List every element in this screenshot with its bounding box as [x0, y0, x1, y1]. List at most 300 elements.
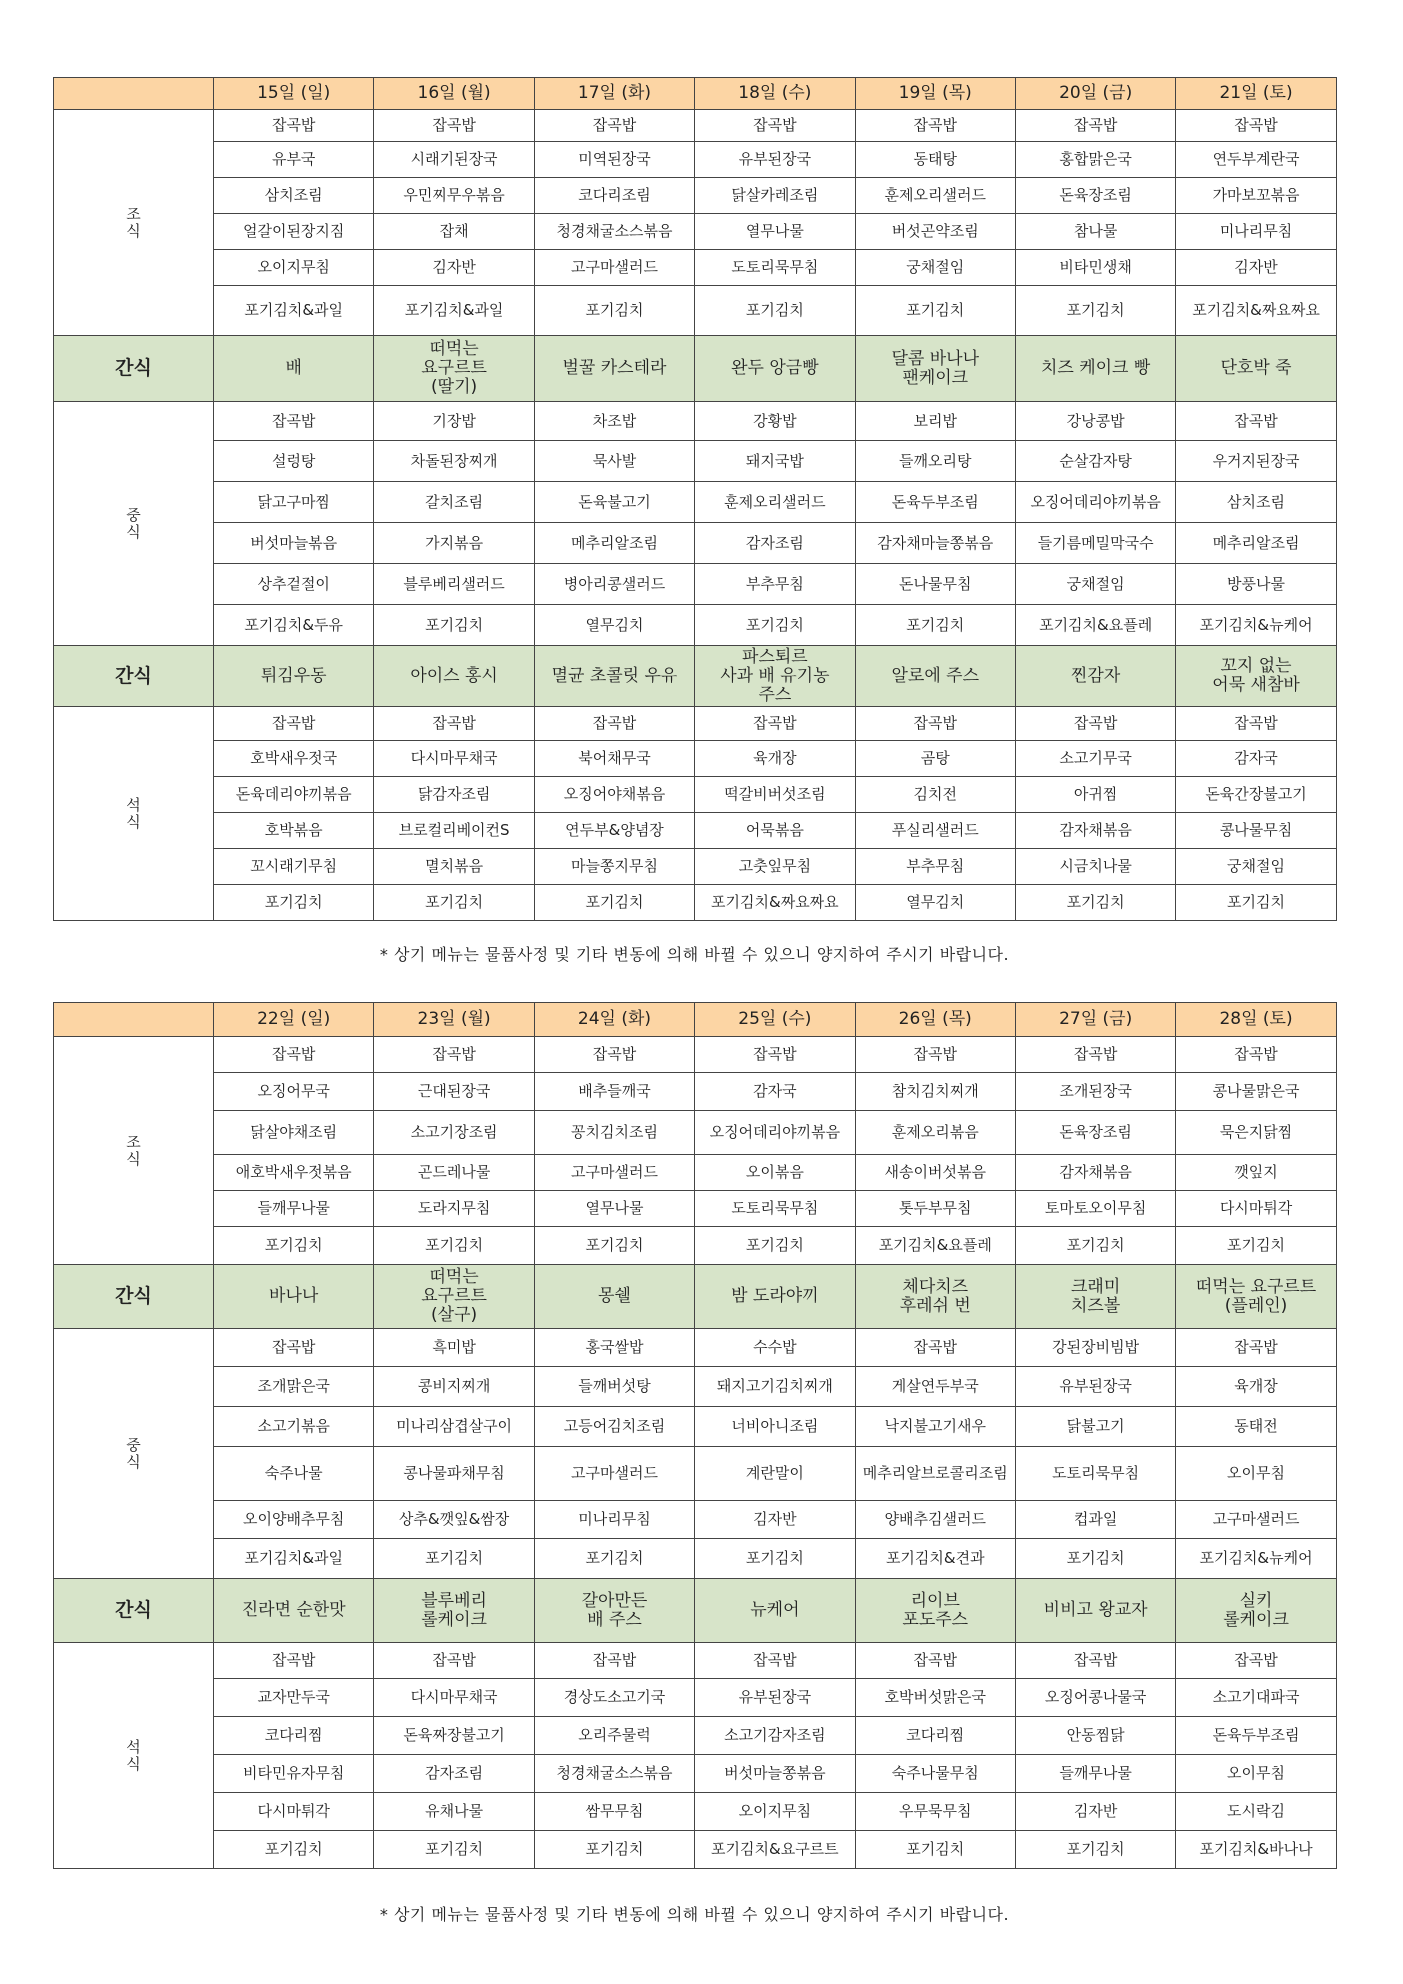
menu-cell: 포기김치 [695, 286, 855, 336]
menu-cell: 호박볶음 [214, 813, 374, 849]
menu-cell: 포기김치&과일 [214, 1539, 374, 1579]
menu-cell: 연두부&양념장 [534, 813, 694, 849]
dinner-row [54, 1793, 1337, 1831]
menu-cell: 궁채절임 [1015, 564, 1175, 605]
snack-item [374, 646, 534, 707]
menu-cell: 멸치볶음 [374, 849, 534, 885]
snack-item-text: 블루베리 롤케이크 [421, 1590, 487, 1630]
menu-cell: 돈육두부조림 [1176, 1717, 1336, 1755]
dinner-row [54, 1831, 1337, 1869]
menu-cell: 오징어무국 [214, 1073, 374, 1111]
menu-cell: 훈제오리볶음 [855, 1111, 1015, 1155]
menu-cell: 포기김치 [695, 605, 855, 646]
menu-cell: 돈육불고기 [534, 482, 694, 523]
snack-item [1015, 1579, 1175, 1643]
snack-item-text: 진라면 순한맛 [241, 1600, 346, 1620]
menu-cell: 들깨무나물 [214, 1191, 374, 1227]
breakfast-label-char: 조 [126, 204, 141, 223]
menu-cell: 포기김치 [1015, 1227, 1175, 1265]
menu-cell: 포기김치&요구르트 [695, 1831, 855, 1869]
lunch-row [54, 605, 1337, 646]
snack-item [374, 1265, 534, 1329]
header-row [54, 78, 1337, 110]
menu-cell: 순살감자탕 [1015, 441, 1175, 482]
menu-cell: 청경채굴소스볶음 [534, 1755, 694, 1793]
snack-item-text: 뉴케어 [750, 1600, 800, 1620]
snack-item-text: 비비고 왕교자 [1043, 1600, 1148, 1620]
snack-item-text: 몽쉘 [598, 1286, 631, 1306]
breakfast-label-char: 조 [126, 1132, 141, 1151]
menu-table [53, 1002, 1337, 1869]
dinner-label-char: 석 [126, 1737, 141, 1756]
menu-cell: 잡곡밥 [374, 707, 534, 741]
snack-item-text: 밤 도라야끼 [731, 1286, 819, 1306]
menu-cell: 어묵볶음 [695, 813, 855, 849]
week-1-menu-table [53, 77, 1336, 921]
snack-item [855, 646, 1015, 707]
snack-item-text: 바나나 [269, 1286, 319, 1306]
menu-cell: 잡곡밥 [1176, 1643, 1336, 1679]
menu-cell: 배추들깨국 [534, 1073, 694, 1111]
menu-cell: 잡곡밥 [1176, 1329, 1336, 1367]
menu-cell: 시래기된장국 [374, 142, 534, 178]
snack-item-text: 알로에 주스 [891, 665, 980, 686]
menu-cell: 잡곡밥 [1015, 110, 1175, 142]
dinner-label-char: 석 [126, 795, 141, 814]
day-header: 25일 (수) [695, 1003, 855, 1037]
menu-cell: 조개맑은국 [214, 1367, 374, 1407]
snack-item [855, 1265, 1015, 1329]
menu-cell: 블루베리샐러드 [374, 564, 534, 605]
day-header: 27일 (금) [1015, 1003, 1175, 1037]
day-header: 18일 (수) [695, 78, 855, 110]
menu-cell: 브로컬리베이컨S [374, 813, 534, 849]
menu-cell: 유부된장국 [695, 1679, 855, 1717]
menu-cell: 궁채절임 [855, 250, 1015, 286]
menu-cell: 유부된장국 [695, 142, 855, 178]
menu-cell: 들깨무나물 [1015, 1755, 1175, 1793]
snack-item-text: 단호박 죽 [1220, 358, 1292, 378]
snack-item [695, 1265, 855, 1329]
menu-cell: 방풍나물 [1176, 564, 1336, 605]
menu-cell: 포기김치&짜요짜요 [1176, 286, 1336, 336]
snack-item-text: 떠먹는 요구르트 (플레인) [1195, 1276, 1317, 1316]
menu-cell: 마늘쫑지무침 [534, 849, 694, 885]
menu-cell: 곤드레나물 [374, 1155, 534, 1191]
menu-cell: 메추리알조림 [1176, 523, 1336, 564]
menu-cell: 오징어데리야끼볶음 [695, 1111, 855, 1155]
menu-cell: 포기김치&뉴케어 [1176, 1539, 1336, 1579]
snack-item [214, 1579, 374, 1643]
menu-cell: 상추겉절이 [214, 564, 374, 605]
menu-cell: 감자채볶음 [1015, 813, 1175, 849]
dinner-row [54, 1755, 1337, 1793]
breakfast-label-char: 식 [126, 221, 141, 240]
menu-cell: 감자채마늘쫑볶음 [855, 523, 1015, 564]
snack-item [214, 1265, 374, 1329]
menu-cell: 동태전 [1176, 1407, 1336, 1447]
snack-item-text: 꼬지 없는 어묵 새참바 [1212, 656, 1300, 695]
menu-cell: 차조밥 [534, 402, 694, 441]
menu-cell: 돈육장조림 [1015, 1111, 1175, 1155]
menu-cell: 우무묵무침 [855, 1793, 1015, 1831]
menu-cell: 깻잎지 [1176, 1155, 1336, 1191]
menu-cell: 오이볶음 [695, 1155, 855, 1191]
header-corner [54, 1003, 214, 1037]
menu-cell: 코다리조림 [534, 178, 694, 214]
lunch-row [54, 1329, 1337, 1367]
menu-cell: 소고기대파국 [1176, 1679, 1336, 1717]
menu-cell: 돈육장조림 [1015, 178, 1175, 214]
menu-cell: 낙지불고기새우 [855, 1407, 1015, 1447]
menu-cell: 도라지무침 [374, 1191, 534, 1227]
menu-cell: 잡곡밥 [214, 1037, 374, 1073]
menu-cell: 코다리찜 [214, 1717, 374, 1755]
snack-item-text: 벌꿀 카스테라 [562, 358, 667, 378]
snack-item-text: 떠먹는 요구르트 (살구) [421, 1267, 487, 1325]
menu-cell: 잡곡밥 [855, 1329, 1015, 1367]
menu-cell: 삼치조림 [214, 178, 374, 214]
menu-cell: 꽁치김치조림 [534, 1111, 694, 1155]
menu-cell: 소고기장조림 [374, 1111, 534, 1155]
dinner-row [54, 741, 1337, 777]
menu-cell: 닭고구마찜 [214, 482, 374, 523]
day-header: 15일 (일) [214, 78, 374, 110]
menu-cell: 잡곡밥 [214, 707, 374, 741]
dinner-label-char: 식 [126, 1754, 141, 1773]
snack-item-text: 크래미 치즈볼 [1071, 1276, 1121, 1316]
menu-cell: 오이양배추무침 [214, 1501, 374, 1539]
menu-cell: 김자반 [695, 1501, 855, 1539]
menu-cell: 호박새우젓국 [214, 741, 374, 777]
menu-cell: 삼치조림 [1176, 482, 1336, 523]
menu-cell: 돈육간장불고기 [1176, 777, 1336, 813]
menu-cell: 안동찜닭 [1015, 1717, 1175, 1755]
menu-cell: 포기김치 [855, 1831, 1015, 1869]
menu-cell: 포기김치 [1015, 1539, 1175, 1579]
menu-cell: 북어채무국 [534, 741, 694, 777]
snack-row [54, 646, 1337, 707]
disclaimer-note: * 상기 메뉴는 물품사정 및 기타 변동에 의해 바뀔 수 있으니 양지하여 주시기 바랍니다. [379, 1905, 1010, 1924]
menu-cell: 게살연두부국 [855, 1367, 1015, 1407]
menu-cell: 포기김치 [374, 1539, 534, 1579]
menu-cell: 상추&깻잎&쌈장 [374, 1501, 534, 1539]
menu-cell: 미나리무침 [1176, 214, 1336, 250]
snack-item-text: 튀김우동 [260, 665, 327, 686]
day-header: 23일 (월) [374, 1003, 534, 1037]
menu-cell: 김자반 [374, 250, 534, 286]
menu-cell: 부추무침 [855, 849, 1015, 885]
dinner-row [54, 849, 1337, 885]
menu-cell: 숙주나물 [214, 1447, 374, 1501]
week-2-menu-table [53, 1002, 1336, 1869]
lunch-row [54, 1447, 1337, 1501]
menu-cell: 얼갈이된장지짐 [214, 214, 374, 250]
snack-row [54, 1265, 1337, 1329]
menu-cell: 콩나물무침 [1176, 813, 1336, 849]
menu-cell: 미나리삼겹살구이 [374, 1407, 534, 1447]
menu-cell: 도토리묵무침 [695, 1191, 855, 1227]
menu-cell: 포기김치 [534, 1831, 694, 1869]
menu-cell: 경상도소고기국 [534, 1679, 694, 1717]
lunch-row [54, 1407, 1337, 1447]
menu-cell: 푸실리샐러드 [855, 813, 1015, 849]
snack-item [695, 336, 855, 402]
snack-item-text: 배 [285, 358, 302, 378]
menu-cell: 흑미밥 [374, 1329, 534, 1367]
menu-cell: 콩나물파채무침 [374, 1447, 534, 1501]
day-header: 28일 (토) [1176, 1003, 1336, 1037]
menu-cell: 오이무침 [1176, 1755, 1336, 1793]
menu-cell: 교자만두국 [214, 1679, 374, 1717]
menu-cell: 소고기무국 [1015, 741, 1175, 777]
menu-cell: 꼬시래기무침 [214, 849, 374, 885]
lunch-label [54, 402, 214, 646]
day-header: 22일 (일) [214, 1003, 374, 1037]
menu-cell: 돈육두부조림 [855, 482, 1015, 523]
lunch-label-char: 식 [126, 1452, 141, 1471]
menu-cell: 오징어데리야끼볶음 [1015, 482, 1175, 523]
menu-cell: 잡곡밥 [214, 402, 374, 441]
menu-cell: 시금치나물 [1015, 849, 1175, 885]
breakfast-row [54, 1191, 1337, 1227]
snack-item-text: 완두 앙금빵 [731, 358, 819, 378]
menu-cell: 우거지된장국 [1176, 441, 1336, 482]
menu-cell: 다시마무채국 [374, 741, 534, 777]
lunch-row [54, 402, 1337, 441]
menu-cell: 포기김치 [695, 1539, 855, 1579]
snack-item [855, 336, 1015, 402]
lunch-label-char: 중 [126, 505, 141, 524]
menu-cell: 잡곡밥 [1015, 707, 1175, 741]
snack-item [1176, 646, 1336, 707]
menu-cell: 포기김치 [855, 286, 1015, 336]
snack-item [374, 1579, 534, 1643]
menu-cell: 열무김치 [534, 605, 694, 646]
lunch-label [54, 1329, 214, 1579]
breakfast-row [54, 1073, 1337, 1111]
breakfast-label [54, 1037, 214, 1265]
menu-cell: 김자반 [1015, 1793, 1175, 1831]
menu-cell: 콩비지찌개 [374, 1367, 534, 1407]
menu-cell: 홍합맑은국 [1015, 142, 1175, 178]
menu-cell: 잡채 [374, 214, 534, 250]
snack-item [534, 1265, 694, 1329]
day-header: 16일 (월) [374, 78, 534, 110]
menu-cell: 닭살카레조림 [695, 178, 855, 214]
dinner-row [54, 885, 1337, 921]
menu-cell: 잡곡밥 [534, 1037, 694, 1073]
menu-cell: 가마보꼬볶음 [1176, 178, 1336, 214]
menu-cell: 새송이버섯볶음 [855, 1155, 1015, 1191]
header-corner [54, 78, 214, 110]
menu-cell: 근대된장국 [374, 1073, 534, 1111]
menu-cell: 잡곡밥 [855, 110, 1015, 142]
snack-item-text: 체다치즈 후레쉬 번 [899, 1276, 971, 1316]
menu-cell: 포기김치 [534, 286, 694, 336]
menu-cell: 양배추김샐러드 [855, 1501, 1015, 1539]
menu-cell: 잡곡밥 [695, 110, 855, 142]
menu-cell: 기장밥 [374, 402, 534, 441]
snack-item [1015, 336, 1175, 402]
menu-cell: 청경채굴소스볶음 [534, 214, 694, 250]
snack-item [695, 646, 855, 707]
menu-cell: 포기김치 [855, 605, 1015, 646]
menu-cell: 잡곡밥 [855, 1643, 1015, 1679]
menu-cell: 미나리무침 [534, 1501, 694, 1539]
menu-cell: 감자채볶음 [1015, 1155, 1175, 1191]
menu-cell: 열무나물 [534, 1191, 694, 1227]
menu-cell: 돈육데리야끼볶음 [214, 777, 374, 813]
menu-cell: 포기김치 [534, 1227, 694, 1265]
menu-cell: 포기김치 [1015, 1831, 1175, 1869]
menu-cell: 김치전 [855, 777, 1015, 813]
menu-cell: 부추무침 [695, 564, 855, 605]
menu-cell: 다시마튀각 [214, 1793, 374, 1831]
menu-cell: 묵사발 [534, 441, 694, 482]
menu-cell: 잡곡밥 [1176, 402, 1336, 441]
menu-cell: 유채나물 [374, 1793, 534, 1831]
disclaimer-note: * 상기 메뉴는 물품사정 및 기타 변동에 의해 바뀔 수 있으니 양지하여 주시기 바랍니다. [379, 945, 1010, 964]
menu-cell: 오리주물럭 [534, 1717, 694, 1755]
breakfast-row [54, 110, 1337, 142]
header-row [54, 1003, 1337, 1037]
menu-cell: 호박버섯맑은국 [855, 1679, 1015, 1717]
menu-cell: 포기김치 [214, 1227, 374, 1265]
breakfast-row [54, 286, 1337, 336]
menu-cell: 포기김치 [1176, 885, 1336, 921]
menu-cell: 다시마튀각 [1176, 1191, 1336, 1227]
menu-cell: 포기김치&뉴케어 [1176, 605, 1336, 646]
menu-cell: 코다리찜 [855, 1717, 1015, 1755]
menu-cell: 잡곡밥 [534, 110, 694, 142]
menu-cell: 훈제오리샐러드 [855, 178, 1015, 214]
breakfast-row [54, 214, 1337, 250]
menu-cell: 김자반 [1176, 250, 1336, 286]
menu-cell: 닭감자조림 [374, 777, 534, 813]
menu-cell: 잡곡밥 [1176, 110, 1336, 142]
snack-item-text: 치즈 케이크 빵 [1040, 358, 1151, 378]
menu-cell: 포기김치&과일 [214, 286, 374, 336]
menu-cell: 잡곡밥 [374, 1037, 534, 1073]
menu-cell: 연두부계란국 [1176, 142, 1336, 178]
day-header: 21일 (토) [1176, 78, 1336, 110]
menu-cell: 잡곡밥 [695, 1643, 855, 1679]
menu-cell: 포기김치 [534, 1539, 694, 1579]
menu-cell: 포기김치 [214, 885, 374, 921]
menu-cell: 콩나물맑은국 [1176, 1073, 1336, 1111]
dinner-label [54, 707, 214, 921]
menu-cell: 보리밥 [855, 402, 1015, 441]
menu-cell: 홍국쌀밥 [534, 1329, 694, 1367]
dinner-row [54, 813, 1337, 849]
menu-cell: 궁채절임 [1176, 849, 1336, 885]
snack-item [214, 336, 374, 402]
dinner-row [54, 1679, 1337, 1717]
menu-cell: 유부국 [214, 142, 374, 178]
menu-cell: 애호박새우젓볶음 [214, 1155, 374, 1191]
lunch-label-char: 식 [126, 522, 141, 541]
menu-cell: 강낭콩밥 [1015, 402, 1175, 441]
breakfast-row [54, 142, 1337, 178]
day-header: 19일 (목) [855, 78, 1015, 110]
lunch-row [54, 523, 1337, 564]
snack-item-text: 파스퇴르 사과 배 유기농 주스 [720, 646, 830, 705]
menu-cell: 잡곡밥 [1015, 1037, 1175, 1073]
menu-cell: 닭살야채조림 [214, 1111, 374, 1155]
menu-cell: 오이지무침 [695, 1793, 855, 1831]
menu-cell: 토마토오이무침 [1015, 1191, 1175, 1227]
menu-cell: 훈제오리샐러드 [695, 482, 855, 523]
menu-cell: 잡곡밥 [534, 707, 694, 741]
snack-item-text: 멸균 초콜릿 우유 [551, 665, 678, 686]
menu-cell: 포기김치&요플레 [1015, 605, 1175, 646]
menu-cell: 포기김치&요플레 [855, 1227, 1015, 1265]
menu-cell: 갈치조림 [374, 482, 534, 523]
menu-cell: 잡곡밥 [1015, 1643, 1175, 1679]
lunch-row [54, 441, 1337, 482]
menu-cell: 버섯곤약조림 [855, 214, 1015, 250]
menu-cell: 톳두부무침 [855, 1191, 1015, 1227]
lunch-label-char: 중 [126, 1435, 141, 1454]
menu-cell: 도시락김 [1176, 1793, 1336, 1831]
dinner-row [54, 1643, 1337, 1679]
menu-cell: 쌈무무침 [534, 1793, 694, 1831]
menu-cell: 포기김치&짜요짜요 [695, 885, 855, 921]
breakfast-label-char: 식 [126, 1149, 141, 1168]
menu-cell: 오징어야채볶음 [534, 777, 694, 813]
snack-label: 간식 [54, 1265, 214, 1329]
menu-cell: 잡곡밥 [374, 1643, 534, 1679]
menu-cell: 잡곡밥 [695, 1037, 855, 1073]
menu-cell: 포기김치&두유 [214, 605, 374, 646]
menu-cell: 잡곡밥 [214, 110, 374, 142]
menu-cell: 미역된장국 [534, 142, 694, 178]
menu-cell: 포기김치 [374, 885, 534, 921]
snack-item [534, 336, 694, 402]
menu-cell: 다시마무채국 [374, 1679, 534, 1717]
menu-cell: 잡곡밥 [1176, 1037, 1336, 1073]
menu-cell: 도토리묵무침 [695, 250, 855, 286]
menu-cell: 감자조림 [374, 1755, 534, 1793]
menu-cell: 묵은지닭찜 [1176, 1111, 1336, 1155]
dinner-row [54, 777, 1337, 813]
menu-cell: 포기김치&견과 [855, 1539, 1015, 1579]
menu-cell: 소고기볶음 [214, 1407, 374, 1447]
menu-cell: 계란말이 [695, 1447, 855, 1501]
menu-cell: 육개장 [1176, 1367, 1336, 1407]
menu-cell: 아귀찜 [1015, 777, 1175, 813]
menu-cell: 곰탕 [855, 741, 1015, 777]
day-header: 17일 (화) [534, 78, 694, 110]
lunch-row [54, 1367, 1337, 1407]
menu-cell: 가지볶음 [374, 523, 534, 564]
snack-row [54, 336, 1337, 402]
snack-item [855, 1579, 1015, 1643]
menu-cell: 버섯마늘쫑볶음 [695, 1755, 855, 1793]
snack-label: 간식 [54, 646, 214, 707]
menu-cell: 포기김치 [374, 605, 534, 646]
menu-cell: 포기김치 [374, 1831, 534, 1869]
breakfast-row [54, 1227, 1337, 1265]
menu-cell: 고등어김치조림 [534, 1407, 694, 1447]
menu-cell: 고춧잎무침 [695, 849, 855, 885]
dinner-row [54, 1717, 1337, 1755]
lunch-row [54, 1539, 1337, 1579]
menu-cell: 잡곡밥 [695, 707, 855, 741]
snack-item-text: 리이브 포도주스 [902, 1590, 969, 1630]
snack-item [534, 646, 694, 707]
